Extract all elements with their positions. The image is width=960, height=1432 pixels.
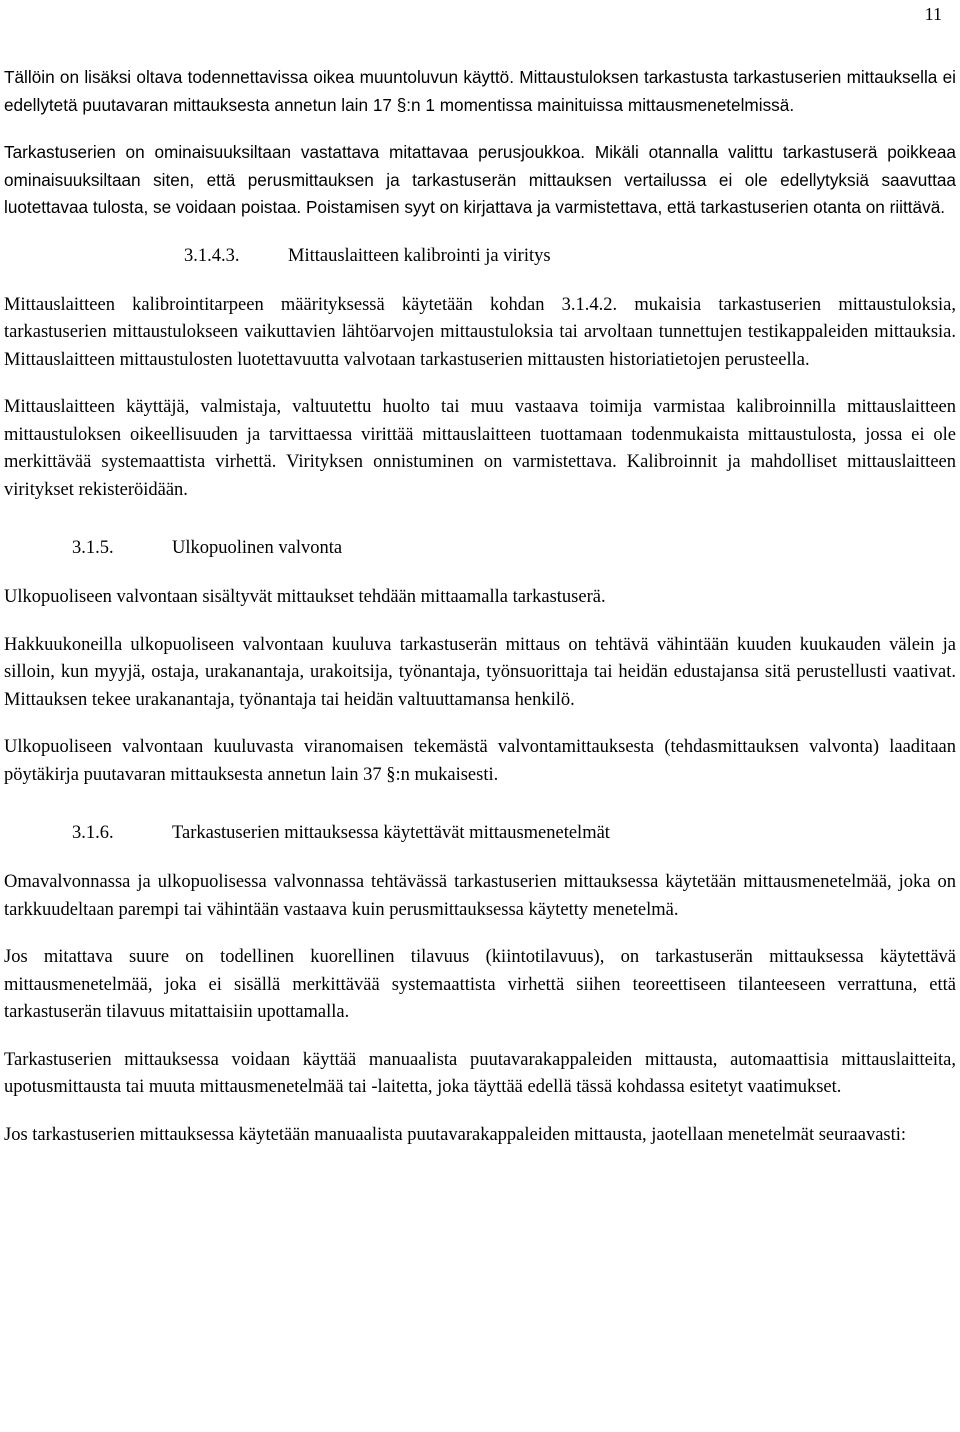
paragraph: Hakkuukoneilla ulkopuoliseen valvontaan kuuluva tarkastuserän mittaus on tehtävä vähintään kuuden kuukauden välein ja silloin, kun myyjä, ostaja, urakanantaja, urakoitsija, työnantaja, työnsuorittaja tai heidän edustajansa sitä perustellusti vaativat. Mittauksen tekee urakanantaja, työnantaja tai heidän valtuuttamansa henkilö. bbox=[4, 634, 956, 710]
paragraph: Ulkopuoliseen valvontaan sisältyvät mittaukset tehdään mittaamalla tarkastuserä. bbox=[4, 587, 606, 607]
section-number: 3.1.6. bbox=[72, 823, 114, 843]
paragraph: Jos mitattava suure on todellinen kuorellinen tilavuus (kiintotilavuus), on tarkastuserän mittauksessa käytettävä mittausmenetelmää, joka ei sisällä merkittävää systemaattista virhettä siihen teoreettiseen tilanteeseen verrattuna, että tarkastuserän tilavuus mitattaisiin upottamalla. bbox=[4, 947, 956, 1022]
paragraph: Tarkastuserien mittauksessa voidaan käyttää manuaalista puutavarakappaleiden mittausta, automaattisia mittauslaitteita, upotusmittausta tai muuta mittausmenetelmää tai -laitetta, joka täyttää edellä tässä kohdassa esitetyt vaatimukset. bbox=[4, 1049, 956, 1097]
section-number: 3.1.5. bbox=[72, 538, 114, 558]
section-title: Ulkopuolinen valvonta bbox=[172, 538, 343, 558]
section-title: Mittauslaitteen kalibrointi ja viritys bbox=[288, 245, 551, 266]
paragraph: Tarkastuserien on ominaisuuksiltaan vastattava mitattavaa perusjoukkoa. Mikäli otannalla valittu tarkastuserä poikkeaa ominaisuuksiltaan siten, että perusmittauksen ja tarkastuserän mittauksen vertailussa ei ole edellytyksiä saavuttaa luotettavaa tulosta, se voidaan poistaa. Poistamisen syyt on kirjattava ja varmistettava, että tarkastuserien otanta on riittävä. bbox=[4, 142, 956, 217]
paragraph: Mittauslaitteen käyttäjä, valmistaja, valtuutettu huolto tai muu vastaava toimija varmistaa kalibroinnilla mittauslaitteen mittaustuloksen oikeellisuuden ja tarvittaessa virittää mittauslaitteen tuottamaan todenmukaista mittaustulosta, jossa ei ole merkittävää systemaattista virhettä. Virityksen onnistuminen on varmistettava. Kalibroinnit ja mahdolliset mittauslaitteen viritykset rekisteröidään. bbox=[4, 397, 956, 500]
paragraph: Ulkopuoliseen valvontaan kuuluvasta viranomaisen tekemästä valvontamittauksesta (tehdasmittauksen valvonta) laaditaan pöytäkirja puutavaran mittauksesta annetun lain 37 §:n mukaisesti. bbox=[4, 737, 956, 785]
section-heading-3-1-5 bbox=[4, 534, 956, 562]
section-number: 3.1.4.3. bbox=[184, 245, 240, 266]
section-heading-3-1-4-3 bbox=[4, 242, 956, 270]
paragraph: Jos tarkastuserien mittauksessa käytetään manuaalista puutavarakappaleiden mittausta, jaotellaan menetelmät seuraavasti: bbox=[4, 1124, 907, 1145]
section-title: Tarkastuserien mittauksessa käytettävät mittausmenetelmät bbox=[172, 823, 610, 843]
document-body bbox=[4, 64, 956, 1169]
section-heading-3-1-6 bbox=[4, 819, 956, 847]
paragraph: Tällöin on lisäksi oltava todennettavissa oikea muuntoluvun käyttö. Mittaustuloksen tarkastusta tarkastuserien mittauksella ei edellytetä puutavaran mittauksesta annetun lain 17 §:n 1 momentissa mainituissa mittausmenetelmissä. bbox=[4, 67, 956, 115]
page-number: 11 bbox=[924, 4, 942, 24]
paragraph: Omavalvonnassa ja ulkopuolisessa valvonnassa tehtävässä tarkastuserien mittauksessa käytetään mittausmenetelmää, joka on tarkkuudeltaan parempi tai vähintään vastaava kuin perusmittauksessa käytetty menetelmä. bbox=[4, 872, 956, 920]
paragraph: Mittauslaitteen kalibrointitarpeen määrityksessä käytetään kohdan 3.1.4.2. mukaisia tarkastuserien mittaustuloksia, tarkastuserien mittaustulokseen vaikuttavien lähtöarvojen mittaustuloksia tai arvoltaan tunnettujen testikappaleiden mittauksia. Mittauslaitteen mittaustulosten luotettavuutta valvotaan tarkastuserien mittausten historiatietojen perusteella. bbox=[4, 294, 956, 370]
